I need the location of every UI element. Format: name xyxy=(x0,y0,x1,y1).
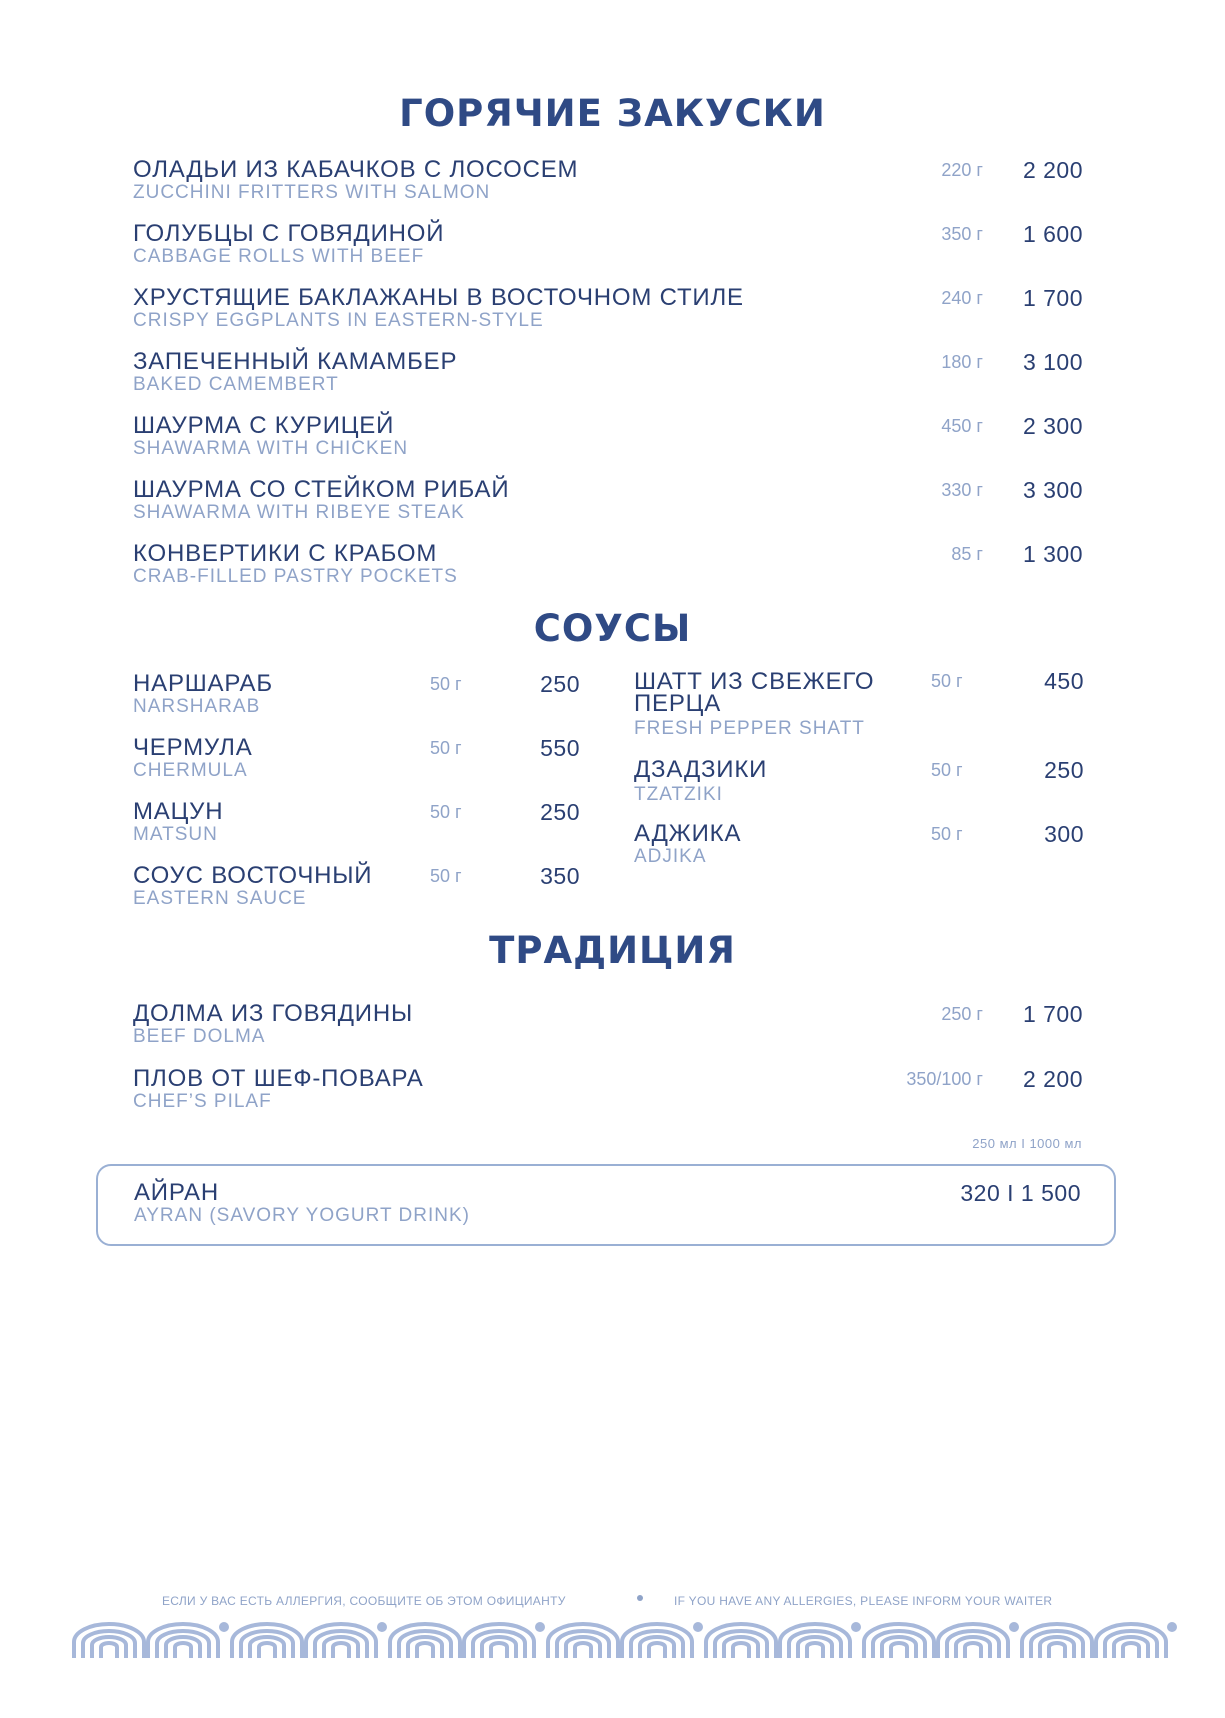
menu-item xyxy=(133,1065,1083,1117)
menu-item xyxy=(133,862,580,914)
menu-item xyxy=(634,820,1084,872)
item-name-en: BEEF DOLMA xyxy=(133,1026,266,1047)
item-name-ru: ДЗАДЗИКИ xyxy=(634,756,768,783)
item-name-ru-continued: ПЕРЦА xyxy=(634,690,722,717)
item-name-ru: ГОЛУБЦЫ С ГОВЯДИНОЙ xyxy=(133,220,445,247)
item-weight: 50 г xyxy=(931,671,963,691)
item-name-ru: МАЦУН xyxy=(133,798,224,825)
item-name-en: EASTERN SAUCE xyxy=(133,888,307,909)
item-name-en: NARSHARAB xyxy=(133,696,261,717)
item-weight: 50 г xyxy=(430,674,462,694)
item-name-ru: ШАУРМА С КУРИЦЕЙ xyxy=(133,412,395,439)
item-name-ru: ЧЕРМУЛА xyxy=(133,734,253,761)
item-price: 1 600 xyxy=(1022,221,1083,247)
item-weight: 250 г xyxy=(941,1004,983,1024)
item-price: 450 xyxy=(1044,668,1084,694)
item-price: 250 xyxy=(540,671,580,697)
volume-header: 250 мл I 1000 мл xyxy=(972,1136,1082,1151)
menu-item xyxy=(133,220,1083,272)
decorative-arch-pattern xyxy=(70,1618,1180,1658)
menu-item xyxy=(133,670,580,722)
item-price: 2 300 xyxy=(1022,413,1083,439)
item-price: 320 I 1 500 xyxy=(960,1180,1081,1206)
item-weight: 85 г xyxy=(951,544,983,564)
menu-item xyxy=(133,284,1083,336)
item-name-ru: ЗАПЕЧЕННЫЙ КАМАМБЕР xyxy=(133,348,458,375)
item-name-en: CHERMULA xyxy=(133,760,248,781)
section-title-hot-appetizers: ГОРЯЧИЕ ЗАКУСКИ xyxy=(399,92,826,135)
section-title-tradition: ТРАДИЦИЯ xyxy=(489,929,736,972)
allergy-note-ru: ЕСЛИ У ВАС ЕСТЬ АЛЛЕРГИЯ, СООБЩИТЕ ОБ ЭТОМ ОФИЦИАНТУ xyxy=(162,1594,566,1608)
item-name-ru: ОЛАДЬИ ИЗ КАБАЧКОВ С ЛОСОСЕМ xyxy=(133,156,579,183)
menu-item xyxy=(133,348,1083,400)
menu-item xyxy=(133,798,580,850)
item-weight: 180 г xyxy=(941,352,983,372)
item-weight: 450 г xyxy=(941,416,983,436)
item-weight: 330 г xyxy=(941,480,983,500)
item-name-en: ADJIKA xyxy=(634,846,707,867)
ayran-box xyxy=(96,1164,1116,1246)
item-price: 1 300 xyxy=(1022,541,1083,567)
item-name-ru: КОНВЕРТИКИ С КРАБОМ xyxy=(133,540,438,567)
menu-item xyxy=(133,476,1083,528)
item-price: 550 xyxy=(540,735,580,761)
item-price: 2 200 xyxy=(1022,157,1083,183)
item-price: 300 xyxy=(1044,821,1084,847)
item-weight: 50 г xyxy=(931,760,963,780)
section-title-sauces: СОУСЫ xyxy=(533,607,692,650)
item-name-en: CRAB-FILLED PASTRY POCKETS xyxy=(133,566,458,587)
item-name-en: ZUCCHINI FRITTERS WITH SALMON xyxy=(133,182,491,203)
item-weight: 240 г xyxy=(941,288,983,308)
item-weight: 350/100 г xyxy=(906,1069,983,1089)
item-weight: 350 г xyxy=(941,224,983,244)
item-name-ru: ШАТТ ИЗ СВЕЖЕГО xyxy=(634,668,875,695)
item-price: 3 100 xyxy=(1022,349,1083,375)
item-name-en: CRISPY EGGPLANTS IN EASTERN-STYLE xyxy=(133,310,544,331)
item-weight: 50 г xyxy=(430,866,462,886)
item-price: 250 xyxy=(540,799,580,825)
item-name-en: AYRAN (SAVORY YOGURT DRINK) xyxy=(134,1205,471,1226)
item-weight: 50 г xyxy=(430,738,462,758)
item-price: 1 700 xyxy=(1022,285,1083,311)
item-name-ru: НАРШАРАБ xyxy=(133,670,273,697)
item-name-en: TZATZIKI xyxy=(634,784,723,805)
menu-item xyxy=(133,412,1083,464)
item-name-en: CHEF’S PILAF xyxy=(133,1091,272,1112)
allergy-note-en: IF YOU HAVE ANY ALLERGIES, PLEASE INFORM YOUR WAITER xyxy=(674,1594,1053,1608)
menu-item xyxy=(634,756,1084,808)
item-name-ru: ДОЛМА ИЗ ГОВЯДИНЫ xyxy=(133,1000,414,1027)
menu-item xyxy=(133,156,1083,208)
item-name-ru: СОУС ВОСТОЧНЫЙ xyxy=(133,862,373,889)
item-weight: 50 г xyxy=(931,824,963,844)
item-price: 2 200 xyxy=(1022,1066,1083,1092)
menu-item xyxy=(133,540,1083,592)
item-name-ru: ПЛОВ ОТ ШЕФ-ПОВАРА xyxy=(133,1065,424,1092)
item-name-en: MATSUN xyxy=(133,824,218,845)
item-name-en: SHAWARMA WITH CHICKEN xyxy=(133,438,409,459)
item-name-en: FRESH PEPPER SHATT xyxy=(634,718,865,739)
item-name-ru: ХРУСТЯЩИЕ БАКЛАЖАНЫ В ВОСТОЧНОМ СТИЛЕ xyxy=(133,284,744,311)
menu-item xyxy=(634,668,1084,744)
item-weight: 50 г xyxy=(430,802,462,822)
item-price: 350 xyxy=(540,863,580,889)
item-name-en: BAKED CAMEMBERT xyxy=(133,374,339,395)
item-name-ru: АДЖИКА xyxy=(634,820,742,847)
item-name-ru: ШАУРМА СО СТЕЙКОМ РИБАЙ xyxy=(133,476,510,503)
item-price: 250 xyxy=(1044,757,1084,783)
item-name-en: SHAWARMA WITH RIBEYE STEAK xyxy=(133,502,465,523)
menu-item xyxy=(133,734,580,786)
item-price: 1 700 xyxy=(1022,1001,1083,1027)
item-price: 3 300 xyxy=(1022,477,1083,503)
separator-dot xyxy=(637,1595,643,1601)
item-name-ru: АЙРАН xyxy=(134,1179,219,1206)
menu-item xyxy=(133,1000,1083,1052)
item-weight: 220 г xyxy=(941,160,983,180)
item-name-en: CABBAGE ROLLS WITH BEEF xyxy=(133,246,425,267)
